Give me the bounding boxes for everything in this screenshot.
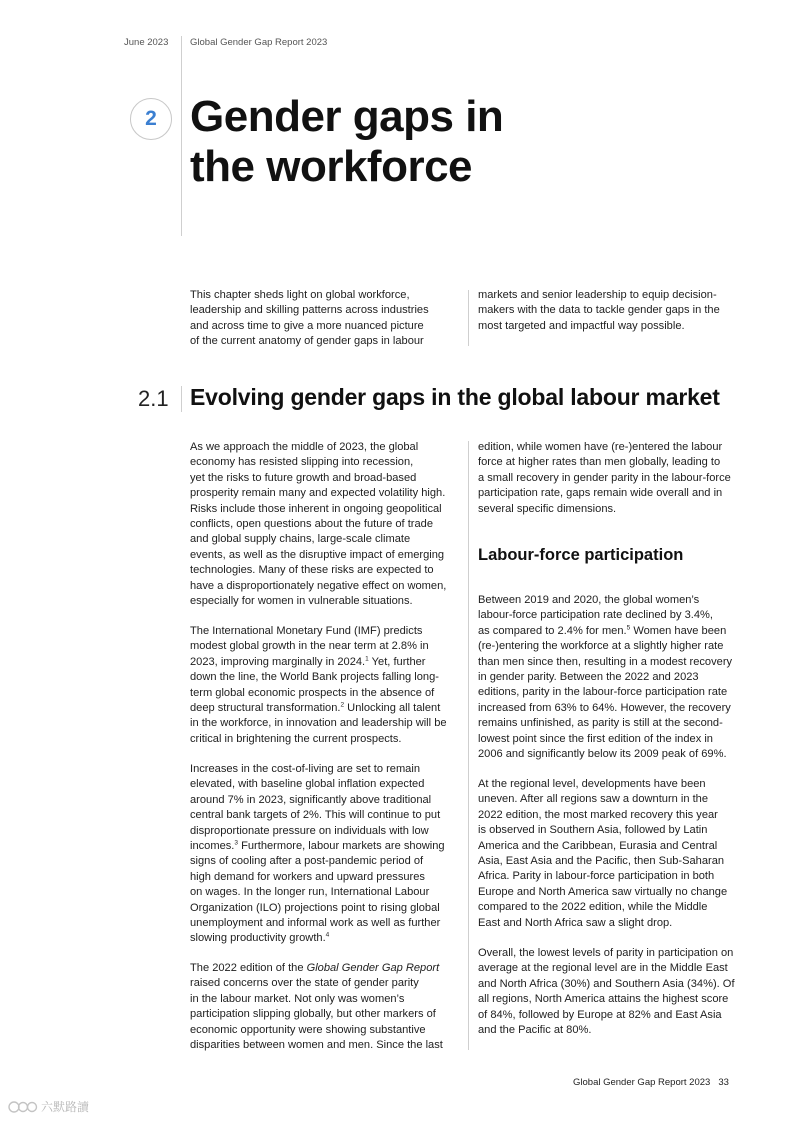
- text-line: critical in brightening the current prospects.: [190, 732, 402, 745]
- chapter-number: 2: [145, 107, 157, 130]
- text-line: disproportionate pressure on individuals with low: [190, 824, 429, 837]
- text-line: disparities between women and men. Since the last: [190, 1039, 443, 1052]
- body-paragraph: [190, 440, 462, 609]
- text-line: several specific dimensions.: [478, 502, 617, 515]
- text-line: 2022 edition, the most marked recovery this year: [478, 808, 718, 821]
- text-line: a small recovery in gender parity in the labour-force: [478, 471, 731, 484]
- text-line: Asia, East Asia and the Pacific, then Sub-Saharan: [478, 855, 725, 868]
- text-fragment: as compared to 2.4% for men.: [478, 624, 627, 637]
- text-line: and across time to give a more nuanced picture: [190, 319, 424, 332]
- text-line: [190, 839, 462, 854]
- text-line: editions, parity in the labour-force participation rate: [478, 686, 728, 699]
- text-line: Overall, the lowest levels of parity in participation on: [478, 947, 734, 959]
- text-line: makers with the data to tackle gender gaps in the: [478, 304, 720, 317]
- text-line: The International Monetary Fund (IMF) predicts: [190, 625, 423, 637]
- text-line: technologies. Many of these risks are expected to: [190, 564, 434, 577]
- text-line: most targeted and impactful way possible.: [478, 319, 685, 332]
- text-line: edition, while women have (re-)entered the labour: [478, 441, 723, 453]
- text-line: term global economic prospects in the absence of: [190, 686, 435, 699]
- text-line: [190, 961, 462, 976]
- text-fragment: Yet, further: [368, 655, 426, 668]
- text-line: economic opportunity were showing substantive: [190, 1023, 426, 1036]
- body-paragraph: [478, 440, 750, 517]
- text-line: participation slipping globally, but other markers of: [190, 1008, 436, 1021]
- intro-right-text: [478, 288, 748, 334]
- text-line: and North Africa (30%) and Southern Asia (34%). Of: [478, 977, 735, 990]
- text-line: conflicts, open questions about the future of trade: [190, 518, 433, 531]
- text-line: average at the regional level are in the Middle East: [478, 962, 728, 975]
- footnote-ref[interactable]: 3: [234, 839, 239, 847]
- text-line: than men since then, resulting in a modest recovery: [478, 655, 733, 668]
- text-line: [478, 624, 750, 639]
- text-line: prosperity remain many and expected volatility high.: [190, 487, 446, 500]
- body-column-divider: [468, 441, 469, 1050]
- text-line: of 84%, followed by Europe at 82% and East Asia: [478, 1008, 722, 1021]
- text-line: Increases in the cost-of-living are set to remain: [190, 763, 420, 775]
- body-paragraph: [190, 762, 462, 947]
- text-line: East and North Africa saw a slight drop.: [478, 916, 673, 929]
- text-line: Africa. Parity in labour-force participation in both: [478, 870, 715, 883]
- text-line: and global supply chains, large-scale climate: [190, 533, 411, 546]
- text-line: yet the risks to future growth and broad-based: [190, 471, 417, 484]
- text-line: As we approach the middle of 2023, the global: [190, 441, 419, 453]
- text-line: events, as well as the disruptive impact of emerging: [190, 548, 445, 561]
- section-rule: [181, 386, 182, 412]
- body-paragraph: [190, 624, 462, 747]
- text-line: uneven. After all regions saw a downturn in the: [478, 793, 709, 806]
- text-line: 2006 and significantly below its 2009 peak of 69%.: [478, 748, 727, 761]
- text-line: At the regional level, developments have been: [478, 778, 706, 790]
- chapter-number-badge: [130, 98, 172, 140]
- text-fragment: deep structural transformation.: [190, 702, 341, 715]
- footnote-ref[interactable]: 2: [340, 701, 345, 709]
- text-line: in the workforce, in innovation and leadership will be: [190, 717, 447, 730]
- header-divider: [181, 36, 182, 50]
- text-line: and the Pacific at 80%.: [478, 1024, 592, 1037]
- chapter-rule: [181, 50, 182, 236]
- text-line: participation rate, gaps remain wide overall and in: [478, 487, 723, 500]
- text-line: raised concerns over the state of gender parity: [190, 977, 419, 990]
- text-line: This chapter sheds light on global workforce,: [190, 289, 410, 301]
- subsection-title: Labour-force participation: [478, 546, 684, 564]
- text-line: modest global growth in the near term at 2.8% in: [190, 640, 429, 653]
- page-footer: [573, 1077, 729, 1088]
- text-line: central bank targets of 2%. This will continue to put: [190, 809, 441, 822]
- text-line: leadership and skilling patterns across industries: [190, 304, 429, 317]
- chapter-title: [190, 92, 750, 192]
- text-line: in gender parity. Between the 2022 and 2023: [478, 671, 699, 684]
- section-title: Evolving gender gaps in the global labour market: [190, 384, 720, 410]
- text-fragment: Women have been: [630, 624, 727, 637]
- text-line: Risks include those inherent in ongoing geopolitical: [190, 502, 442, 515]
- header-date: June 2023: [124, 37, 169, 48]
- text-line: compared to the 2022 edition, while the Middle: [478, 901, 708, 914]
- page-number: 33: [718, 1077, 729, 1088]
- text-line: labour-force participation rate declined by 3.4%,: [478, 609, 713, 622]
- text-line: markets and senior leadership to equip decision-: [478, 289, 717, 301]
- text-fragment: The 2022 edition of the: [190, 962, 307, 974]
- text-line: America and the Caribbean, Eurasia and Central: [478, 839, 718, 852]
- text-line: remains unfinished, as parity is still at the second-: [478, 717, 723, 730]
- watermark: [8, 1098, 89, 1115]
- intro-left-text: [190, 288, 460, 350]
- footnote-ref[interactable]: 1: [365, 655, 369, 663]
- text-line: lowest point since the first edition of the index in: [478, 732, 713, 745]
- text-line: Organization (ILO) projections point to rising global: [190, 901, 440, 914]
- text-fragment: 2023, improving marginally in 2024.: [190, 655, 366, 668]
- text-line: signs of cooling after a post-pandemic period of: [190, 855, 424, 868]
- body-paragraph: [478, 777, 750, 931]
- header-title: Global Gender Gap Report 2023: [190, 37, 328, 48]
- text-line: force at higher rates than men globally, leading to: [478, 456, 721, 469]
- chapter-title-line: Gender gaps in: [190, 92, 504, 141]
- text-line: have a disproportionately negative effect on women,: [190, 579, 447, 592]
- text-line: in the labour market. Not only was women’s: [190, 992, 405, 1005]
- text-line: of the current anatomy of gender gaps in labour: [190, 335, 424, 348]
- text-fragment: incomes.: [190, 840, 235, 853]
- text-line: [190, 931, 462, 946]
- text-fragment: Unlocking all talent: [344, 702, 441, 715]
- body-paragraph: [478, 593, 750, 762]
- footnote-ref[interactable]: 5: [626, 624, 631, 632]
- text-line: Europe and North America saw virtually no change: [478, 885, 728, 898]
- text-line: [190, 655, 462, 670]
- text-fragment: slowing productivity growth.: [190, 932, 326, 945]
- chapter-title-line: the workforce: [190, 142, 473, 191]
- text-line: especially for women in vulnerable situations.: [190, 595, 413, 608]
- text-line: high demand for workers and upward pressures: [190, 870, 425, 883]
- report-title-italic: Global Gender Gap Report: [306, 962, 440, 974]
- text-line: all regions, North America attains the highest score: [478, 993, 729, 1006]
- watermark-logo-icon: [8, 1100, 38, 1114]
- text-line: around 7% in 2023, significantly above traditional: [190, 793, 432, 806]
- footer-title: Global Gender Gap Report 2023: [573, 1077, 711, 1088]
- body-paragraph: [190, 961, 462, 1053]
- text-line: economy has resisted slipping into recession,: [190, 456, 414, 469]
- text-line: unemployment and informal work as well as further: [190, 917, 441, 930]
- text-line: down the line, the World Bank projects falling long-: [190, 671, 439, 684]
- text-line: increased from 63% to 64%. However, the recovery: [478, 701, 731, 714]
- text-line: Between 2019 and 2020, the global women’s: [478, 594, 700, 606]
- text-line: elevated, with baseline global inflation expected: [190, 778, 425, 791]
- text-line: is observed in Southern Asia, followed by Latin: [478, 824, 708, 837]
- text-fragment: Furthermore, labour markets are showing: [238, 840, 445, 853]
- footnote-ref[interactable]: 4: [325, 931, 330, 939]
- section-number: 2.1: [138, 386, 169, 411]
- text-line: (re-)entering the workforce at a slightly higher rate: [478, 640, 724, 653]
- watermark-text: 六默路讀: [41, 1100, 90, 1114]
- text-line: on wages. In the longer run, International Labour: [190, 886, 430, 899]
- text-line: [190, 701, 462, 716]
- intro-column-divider: [468, 290, 469, 346]
- body-paragraph: [478, 946, 750, 1038]
